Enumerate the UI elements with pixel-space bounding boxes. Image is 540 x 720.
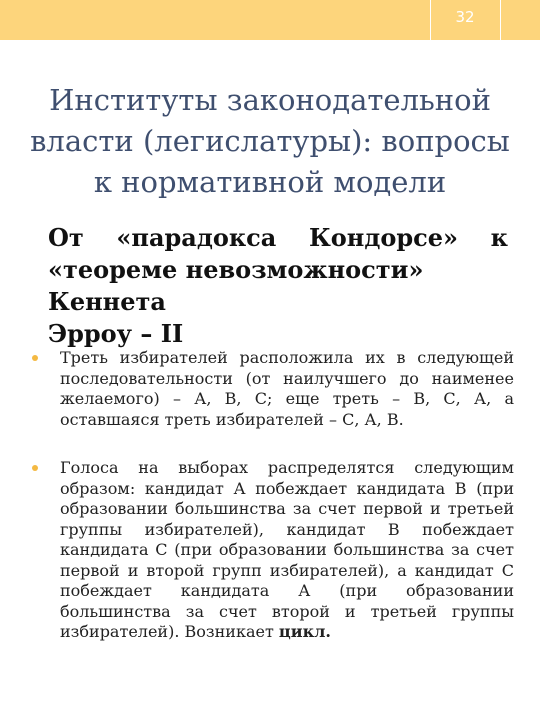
title-line-3: к нормативной модели — [93, 165, 447, 199]
bullet-item — [24, 458, 514, 643]
header-bar — [0, 0, 540, 40]
slide-title — [20, 80, 520, 203]
bullet-emphasis: цикл. — [278, 622, 331, 641]
page-number-divider-right — [500, 0, 501, 40]
subtitle-line-3: Эрроу – II — [48, 319, 184, 348]
subtitle-line-1: От «парадокса Кондорсе» к — [48, 223, 508, 252]
title-line-2: власти (легислатуры): вопросы — [30, 124, 510, 158]
title-line-1: Институты законодательной — [49, 83, 491, 117]
page-number: 32 — [455, 8, 475, 26]
slide-subtitle — [48, 222, 508, 350]
bullet-list — [24, 348, 514, 643]
bullet-text: Голоса на выборах распределятся следующим образом: кандидат А побеждает кандидата В (при образовании большинства за счет первой и третьей группы избирателей), кандидат В побеждает кандидата С (при образовании большинства за счет первой и второй групп избирателей), а кандидат С побеждает кандидата А (при образовании большинства за счет второй и третьей группы избирателей). Возникает — [60, 458, 514, 641]
bullet-text: Треть избирателей расположила их в следующей последовательности (от наилучшего до наименее желаемого) – А, В, С; еще треть – В, С, А, а оставшаяся треть избирателей – С, А, В. — [60, 348, 514, 429]
bullet-item — [24, 348, 514, 430]
bullet-dot-icon — [32, 465, 38, 471]
bullet-dot-icon — [32, 355, 38, 361]
subtitle-line-2: «теореме невозможности» Кеннета — [48, 255, 424, 316]
